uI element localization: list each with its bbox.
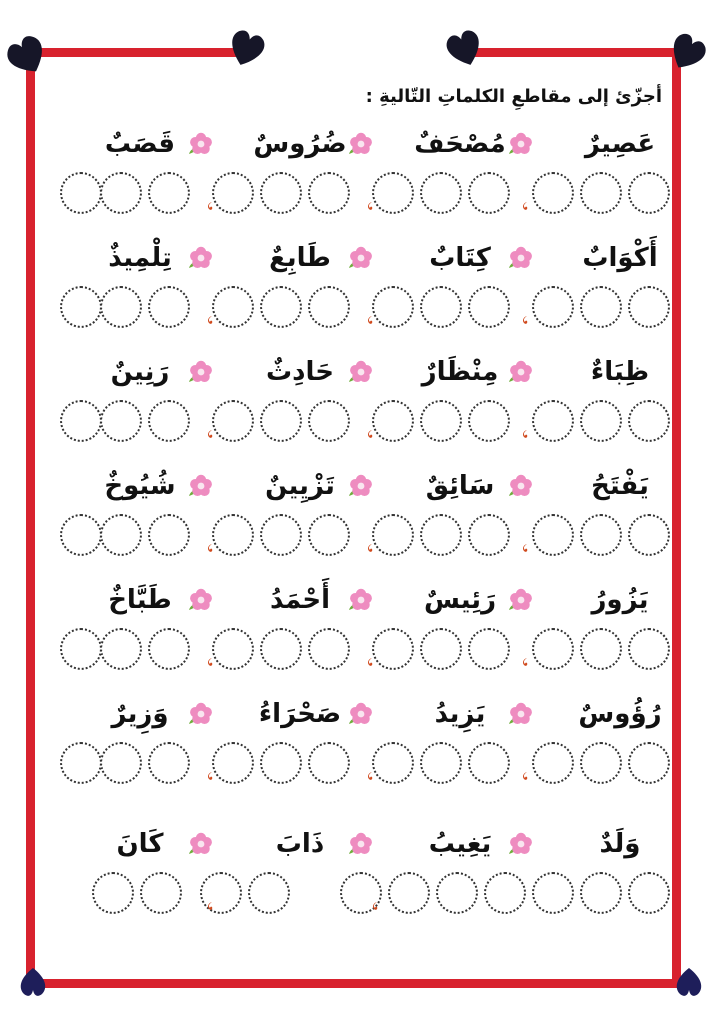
flower-icon: [507, 832, 533, 858]
syllable-circle[interactable]: [580, 400, 622, 442]
syllable-circle[interactable]: [628, 628, 670, 670]
syllable-circle[interactable]: [436, 872, 478, 914]
word-list: [60, 826, 680, 866]
word: رَئِيسٌ: [423, 585, 497, 615]
word: سَائِقٌ: [425, 471, 495, 501]
syllable-circle[interactable]: [468, 628, 510, 670]
syllable-circle[interactable]: [308, 400, 350, 442]
syllable-circle[interactable]: [420, 628, 462, 670]
comma-separator-icon: [520, 542, 530, 556]
word: تِلْمِيذٌ: [108, 243, 172, 273]
comma-separator-icon: [205, 656, 215, 670]
flower-icon: [187, 832, 213, 858]
syllable-circle[interactable]: [532, 172, 574, 214]
comma-separator-icon: [205, 428, 215, 442]
syllable-circle[interactable]: [248, 872, 290, 914]
word: ظِبَاءٌ: [590, 357, 650, 387]
syllable-circle[interactable]: [60, 514, 102, 556]
comma-separator-icon: [205, 542, 215, 556]
word-list: [60, 696, 680, 736]
comma-separator-icon: [365, 542, 375, 556]
syllable-circle[interactable]: [372, 400, 414, 442]
instruction-title: أجزّئ إلى مقاطعِ الكلماتِ التّاليةِ :: [365, 86, 662, 107]
word: رُؤُوسٌ: [578, 699, 662, 729]
syllable-circle[interactable]: [420, 514, 462, 556]
syllable-circle[interactable]: [372, 628, 414, 670]
heart-corner-icon: [2, 30, 50, 78]
syllable-circle[interactable]: [580, 172, 622, 214]
syllable-circle[interactable]: [628, 286, 670, 328]
syllable-circle[interactable]: [260, 742, 302, 784]
syllable-circles: [60, 870, 680, 920]
heart-corner-icon: [225, 24, 269, 70]
heart-corner-icon: [666, 28, 710, 74]
syllable-circle[interactable]: [308, 286, 350, 328]
syllable-circle[interactable]: [212, 742, 254, 784]
flower-icon: [347, 132, 373, 158]
word: وَزِيرٌ: [111, 699, 169, 729]
syllable-circles: [60, 170, 680, 220]
word: طَبَّاخٌ: [108, 585, 172, 615]
word: طَابِعٌ: [269, 243, 331, 273]
word: كِتَابٌ: [429, 243, 491, 273]
syllable-circle[interactable]: [468, 286, 510, 328]
syllable-circle[interactable]: [532, 628, 574, 670]
flower-icon: [347, 360, 373, 386]
comma-separator-icon: [520, 314, 530, 328]
syllable-circle[interactable]: [60, 628, 102, 670]
syllable-circle[interactable]: [420, 400, 462, 442]
word: مُصْحَفٌ: [414, 129, 506, 159]
frame-bottom: [30, 979, 685, 988]
word: تَزْيِينٌ: [265, 471, 335, 501]
comma-separator-icon: [205, 900, 215, 914]
syllable-circle[interactable]: [468, 400, 510, 442]
word: عَصِيرٌ: [584, 129, 656, 159]
syllable-circle[interactable]: [628, 514, 670, 556]
word: يَزُورُ: [591, 585, 649, 615]
syllable-circle[interactable]: [212, 514, 254, 556]
syllable-circle[interactable]: [420, 286, 462, 328]
syllable-circle[interactable]: [212, 400, 254, 442]
flower-icon: [507, 132, 533, 158]
frame-top-right: [470, 48, 685, 57]
word-list: [60, 240, 680, 280]
comma-separator-icon: [365, 770, 375, 784]
syllable-circle[interactable]: [148, 172, 190, 214]
syllable-circle[interactable]: [212, 286, 254, 328]
frame-top-left: [18, 48, 248, 57]
syllable-circle[interactable]: [484, 872, 526, 914]
syllable-circle[interactable]: [260, 286, 302, 328]
syllable-circle[interactable]: [468, 172, 510, 214]
comma-separator-icon: [365, 314, 375, 328]
syllable-circle[interactable]: [100, 514, 142, 556]
flower-icon: [347, 832, 373, 858]
word: يَفْتَحُ: [591, 471, 649, 501]
word: ضُرُوسٌ: [253, 129, 347, 159]
syllable-circle[interactable]: [100, 400, 142, 442]
syllable-circle[interactable]: [420, 742, 462, 784]
syllable-circle[interactable]: [60, 400, 102, 442]
comma-separator-icon: [520, 656, 530, 670]
comma-separator-icon: [205, 200, 215, 214]
syllable-circle[interactable]: [92, 872, 134, 914]
syllable-circle[interactable]: [100, 172, 142, 214]
syllable-circles: [60, 512, 680, 562]
syllable-circle[interactable]: [580, 742, 622, 784]
flower-icon: [187, 702, 213, 728]
word: شُيُوخٌ: [104, 471, 176, 501]
syllable-circle[interactable]: [580, 872, 622, 914]
heart-corner-icon: [672, 964, 706, 1004]
flower-icon: [187, 474, 213, 500]
syllable-circle[interactable]: [532, 742, 574, 784]
syllable-circle[interactable]: [260, 628, 302, 670]
comma-separator-icon: [365, 200, 375, 214]
comma-separator-icon: [520, 200, 530, 214]
syllable-circle[interactable]: [372, 514, 414, 556]
syllable-circle[interactable]: [148, 742, 190, 784]
heart-corner-icon: [16, 964, 50, 1004]
word: كَانَ: [116, 829, 164, 859]
syllable-circle[interactable]: [628, 872, 670, 914]
syllable-circle[interactable]: [580, 514, 622, 556]
flower-icon: [507, 474, 533, 500]
word: وَلَدٌ: [599, 829, 641, 859]
flower-icon: [347, 702, 373, 728]
syllable-circle[interactable]: [212, 628, 254, 670]
flower-icon: [187, 360, 213, 386]
syllable-circles: [60, 284, 680, 334]
syllable-circle[interactable]: [628, 400, 670, 442]
syllable-circles: [60, 398, 680, 448]
word: أَحْمَدُ: [269, 585, 331, 615]
word: رَنِينٌ: [110, 357, 170, 387]
comma-separator-icon: [205, 770, 215, 784]
syllable-circle[interactable]: [308, 514, 350, 556]
syllable-circle[interactable]: [60, 172, 102, 214]
syllable-circle[interactable]: [308, 172, 350, 214]
word: صَحْرَاءُ: [258, 699, 342, 729]
syllable-circle[interactable]: [532, 872, 574, 914]
syllable-circle[interactable]: [532, 286, 574, 328]
syllable-circle[interactable]: [100, 628, 142, 670]
syllable-circle[interactable]: [100, 286, 142, 328]
syllable-circle[interactable]: [148, 400, 190, 442]
syllable-circle[interactable]: [580, 628, 622, 670]
syllable-circle[interactable]: [148, 628, 190, 670]
flower-icon: [507, 702, 533, 728]
word: يَغِيبُ: [428, 829, 492, 859]
syllable-circle[interactable]: [148, 286, 190, 328]
syllable-circle[interactable]: [140, 872, 182, 914]
syllable-circle[interactable]: [468, 514, 510, 556]
comma-separator-icon: [520, 428, 530, 442]
syllable-circle[interactable]: [100, 742, 142, 784]
syllable-circle[interactable]: [388, 872, 430, 914]
word-list: [60, 582, 680, 622]
syllable-circle[interactable]: [420, 172, 462, 214]
syllable-circle[interactable]: [532, 514, 574, 556]
syllable-circle[interactable]: [628, 172, 670, 214]
comma-separator-icon: [520, 770, 530, 784]
flower-icon: [187, 246, 213, 272]
comma-separator-icon: [365, 656, 375, 670]
flower-icon: [187, 588, 213, 614]
syllable-circle[interactable]: [532, 400, 574, 442]
comma-separator-icon: [205, 314, 215, 328]
word: قَصَبٌ: [104, 129, 176, 159]
syllable-circle[interactable]: [260, 514, 302, 556]
syllable-circles: [60, 626, 680, 676]
syllable-circle[interactable]: [372, 742, 414, 784]
syllable-circle[interactable]: [148, 514, 190, 556]
comma-separator-icon: [370, 900, 380, 914]
syllable-circle[interactable]: [580, 286, 622, 328]
flower-icon: [347, 588, 373, 614]
syllable-circle[interactable]: [372, 286, 414, 328]
flower-icon: [507, 588, 533, 614]
syllable-circle[interactable]: [260, 172, 302, 214]
flower-icon: [507, 360, 533, 386]
syllable-circle[interactable]: [468, 742, 510, 784]
word: يَزِيدُ: [434, 699, 486, 729]
syllable-circle[interactable]: [60, 742, 102, 784]
word: أَكْوَابٌ: [582, 243, 658, 273]
syllable-circle[interactable]: [60, 286, 102, 328]
heart-corner-icon: [442, 24, 486, 70]
comma-separator-icon: [365, 428, 375, 442]
flower-icon: [507, 246, 533, 272]
word: حَادِثٌ: [266, 357, 334, 387]
word-list: [60, 354, 680, 394]
syllable-circle[interactable]: [628, 742, 670, 784]
syllable-circle[interactable]: [308, 628, 350, 670]
flower-icon: [347, 474, 373, 500]
syllable-circle[interactable]: [308, 742, 350, 784]
frame-left: [26, 52, 35, 987]
word: ذَابَ: [275, 829, 325, 859]
word-list: [60, 468, 680, 508]
word-list: [60, 126, 680, 166]
flower-icon: [347, 246, 373, 272]
word: مِنْظَارٌ: [421, 357, 499, 387]
syllable-circle[interactable]: [260, 400, 302, 442]
syllable-circles: [60, 740, 680, 790]
flower-icon: [187, 132, 213, 158]
syllable-circle[interactable]: [212, 172, 254, 214]
syllable-circle[interactable]: [372, 172, 414, 214]
